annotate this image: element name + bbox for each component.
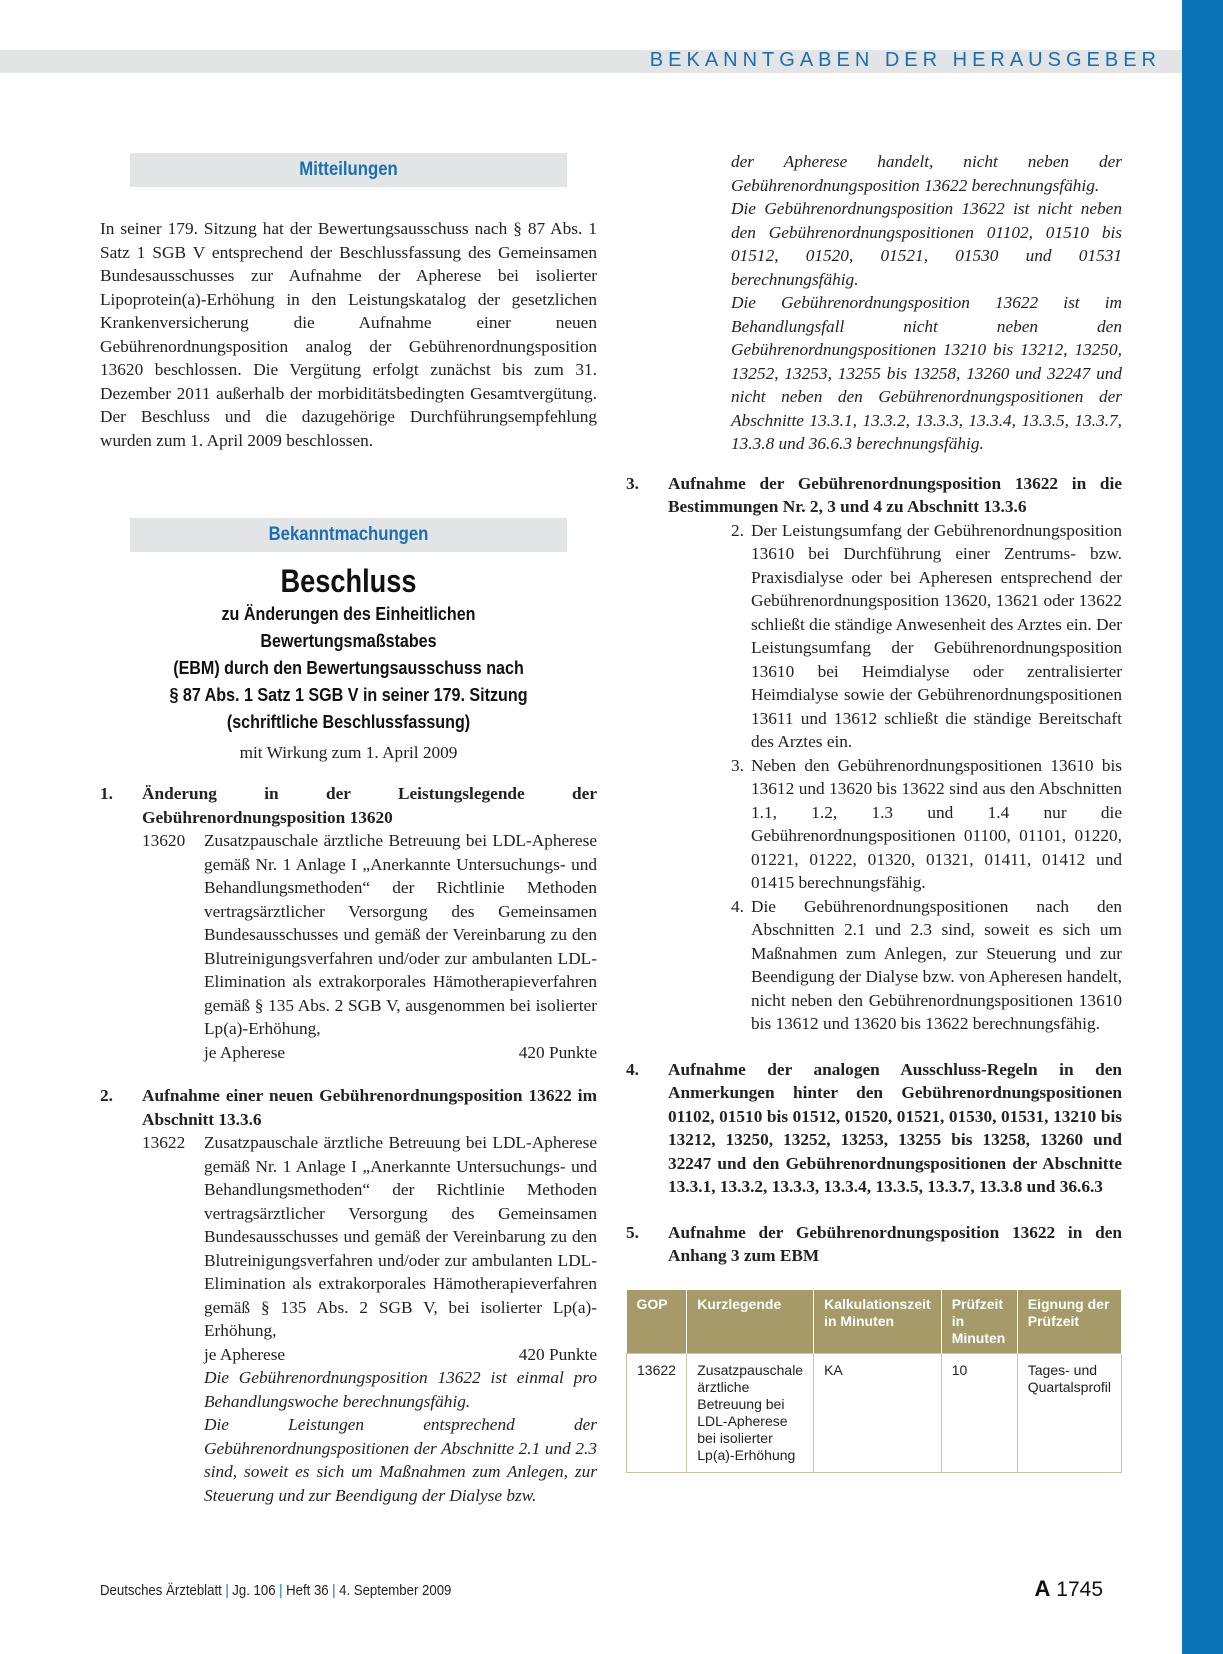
table-cell: Tages- und Quartalsprofil [1017, 1353, 1121, 1472]
side-accent-bar [1182, 0, 1223, 1654]
sub-list-item: 2. Der Leistungsumfang der Gebührenordnungsposition 13610 bei Durchführung einer Zentrums- bzw. Praxisdialyse oder bei Apheresen entsprechend der Gebührenordnungsposition 13620, 13621 oder 13622 schließt die ständige Anwesenheit des Arztes ein. Der Leistungsumfang der Gebührenordnungsposition 13610 bei Heimdialyse oder zentralisierter Heimdialyse sowie der Gebührenordnungspositionen 13611 und 13612 schließt die ständige Bereitschaft des Arztes ein. [731, 520, 1122, 751]
table-cell: Zusatzpauschale ärztliche Betreuung bei LDL-Apherese bei isolierter Lp(a)-Erhöhung [687, 1353, 814, 1472]
gop-description: Zusatzpauschale ärztliche Betreuung bei LDL-Apherese gemäß Nr. 1 Anlage I „Anerkannte Untersuchungs- und Behandlungsmethoden“ der Richtlinie Methoden vertragsärztlicher Versorgung des Gemeinsamen Bundesausschusses und gemäß der Vereinbarung zu den Blutreinigungsverfahren und/oder zur ambulanten LDL-Elimination als extrakorporales Hämotherapieverfahren gemäß § 135 Abs. 2 SGB V, bei isolierter Lp(a)-Erhöhung, [204, 1133, 597, 1340]
column-header: Kalkulationszeit in Minuten [814, 1290, 942, 1354]
sub-list-item: 3. Neben den Gebührenordnungspositionen 13610 bis 13612 und 13620 bis 13622 sind aus den Abschnitten 1.1, 1.2, 1.3 und 1.4 nur die Gebührenordnungspositionen 01100, 01101, 01220, 01221, 01222, 01320, 01321, 01411, 01412 und 01415 berechnungsfähig. [731, 755, 1122, 892]
section-title: BEKANNTGABEN DER HERAUSGEBER [649, 49, 1161, 71]
journal-volume: Jg. 106 [232, 1582, 276, 1599]
separator: | [225, 1582, 229, 1599]
mitteilungen-text: In seiner 179. Sitzung hat der Bewertungsausschuss nach § 87 Abs. 1 Satz 1 SGB V entsprechend der Beschlussfassung des Gemeinsamen Bundesausschusses zur Aufnahme der Apherese bei isolierter Lipoprotein(a)-Erhöhung in den Leistungskatalog der gesetzlichen Krankenversicherung die Aufnahme einer neuen Gebührenordnungsposition analog der Gebührenordnungsposition 13620 beschlossen. Die Vergütung erfolgt zunächst bis zum 31. Dezember 2011 außerhalb der morbiditätsbedingten Gesamtvergütung. Der Beschluss und die dazugehörige Durchführungsempfehlung wurden zum 1. April 2009 beschlossen. [100, 219, 597, 450]
points-value: 420 Punkte [518, 1344, 597, 1364]
list-item [100, 1084, 597, 1507]
sub-list-item: 4. Die Gebührenordnungspositionen nach den Abschnitten 2.1 und 2.3 sind, soweit es sich um Maßnahmen zum Anlegen, zur Steuerung und zur Beendigung der Dialyse bzw. von Apheresen handelt, nicht neben den Gebührenordnungspositionen 13610 bis 13612 und 13620 bis 13622 berechnungsfähig. [731, 896, 1122, 1033]
note-text: der Apherese handelt, nicht neben der Gebührenordnungsposition 13622 berechnungsfähig. [731, 152, 1122, 195]
left-column [100, 153, 597, 1507]
points-value: 420 Punkte [518, 1042, 597, 1062]
item-title: Aufnahme einer neuen Gebührenordnungsposition 13622 im Abschnitt 13.3.6 [142, 1086, 597, 1129]
item-title: Aufnahme der analogen Ausschluss-Regeln in den Anmerkungen hinter den Gebührenordnungspositionen 01102, 01510 bis 01512, 01520, 01521, 01530, 01531, 13210 bis 13212, 13250, 13252, 13253, 13255 bis 13258, 13260 und 32247 und den Gebührenordnungspositionen der Abschnitte 13.3.1, 13.3.2, 13.3.3, 13.3.4, 13.3.5, 13.3.7, 13.3.8 und 36.6.3 [668, 1059, 1122, 1196]
item-number: 1. [100, 784, 113, 803]
beschluss-title: Beschluss [280, 563, 417, 599]
list-item [626, 1221, 1122, 1268]
mitteilungen-heading: Mitteilungen [130, 153, 567, 187]
table-row [627, 1353, 1122, 1472]
list-item [626, 472, 1122, 519]
column-header: Prüfzeit in Minuten [941, 1290, 1017, 1354]
table-cell: 10 [941, 1353, 1017, 1472]
gop-code: 13622 [142, 1133, 186, 1152]
separator: | [279, 1582, 283, 1599]
sub-list [626, 519, 1122, 1036]
item-title: Aufnahme der Gebührenordnungsposition 13622 in den Anhang 3 zum EBM [668, 1222, 1122, 1265]
journal-date: 4. September 2009 [339, 1582, 452, 1599]
table-cell: KA [814, 1353, 942, 1472]
item-number: 4. [626, 1059, 639, 1079]
footer-citation [100, 1582, 451, 1599]
separator: | [332, 1582, 336, 1599]
item-number: 5. [626, 1222, 639, 1242]
table-header-row [627, 1290, 1122, 1354]
list-item [100, 782, 597, 1064]
item-number: 2. [100, 1086, 113, 1105]
journal-name: Deutsches Ärzteblatt [100, 1582, 222, 1599]
column-header: Kurzlegende [687, 1290, 814, 1354]
note-text: Die Gebührenordnungsposition 13622 ist einmal pro Behandlungswoche berechnungsfähig. [204, 1368, 597, 1411]
wirkung-date: mit Wirkung zum 1. April 2009 [239, 742, 458, 762]
item-number: 3. [626, 473, 639, 493]
note-text: Die Gebührenordnungsposition 13622 ist nicht neben den Gebührenordnungspositionen 01102, 01510 bis 01512, 01520, 01521, 01530 und 01531 berechnungsfähig. [731, 199, 1122, 289]
gop-code: 13620 [142, 831, 186, 850]
beschluss-subtitle: zu Änderungen des Einheitlichen Bewertungsmaßstabes (EBM) durch den Bewertungsausschuss nach § 87 Abs. 1 Satz 1 SGB V in seiner 179. Sitzung (schriftliche Beschlussfassung) [169, 602, 528, 732]
per-label: je Apherese [204, 1344, 286, 1364]
column-header: Eignung der Prüfzeit [1017, 1290, 1121, 1354]
column-header: GOP [627, 1290, 687, 1354]
item-title: Änderung in der Leistungslegende der Gebührenordnungsposition 13620 [142, 784, 597, 827]
continued-notes [626, 150, 1122, 456]
page-number: A 1745 [1034, 1576, 1103, 1601]
note-text: Die Gebührenordnungsposition 13622 ist im Behandlungsfall nicht neben den Gebührenordnungspositionen 13210 bis 13212, 13250, 13252, 13253, 13255 bis 13258, 13260 und 32247 und nicht neben den Gebührenordnungspositionen der Abschnitte 13.3.1, 13.3.2, 13.3.3, 13.3.4, 13.3.5, 13.3.7, 13.3.8 und 36.6.3 berechnungsfähig. [731, 293, 1122, 453]
per-label: je Apherese [204, 1042, 286, 1062]
journal-issue: Heft 36 [286, 1582, 329, 1599]
item-title: Aufnahme der Gebührenordnungsposition 13622 in die Bestimmungen Nr. 2, 3 und 4 zu Abschnitt 13.3.6 [668, 473, 1122, 516]
right-column [626, 150, 1122, 1473]
anhang-table [626, 1290, 1122, 1473]
note-text: Die Leistungen entsprechend der Gebührenordnungspositionen der Abschnitte 2.1 und 2.3 sind, soweit es sich um Maßnahmen zum Anlegen, zur Steuerung und zur Beendigung der Dialyse bzw. [204, 1415, 597, 1505]
gop-description: Zusatzpauschale ärztliche Betreuung bei LDL-Apherese gemäß Nr. 1 Anlage I „Anerkannte Untersuchungs- und Behandlungsmethoden“ der Richtlinie Methoden vertragsärztlicher Versorgung des Gemeinsamen Bundesausschusses und gemäß der Vereinbarung zu den Blutreinigungsverfahren und/oder zur ambulanten LDL-Elimination als extrakorporales Hämotherapieverfahren gemäß § 135 Abs. 2 SGB V, ausgenommen bei isolierter Lp(a)-Erhöhung, [204, 831, 597, 1038]
table-cell: 13622 [627, 1353, 687, 1472]
bekanntmachungen-heading: Bekanntmachungen [130, 518, 567, 552]
list-item [626, 1058, 1122, 1199]
